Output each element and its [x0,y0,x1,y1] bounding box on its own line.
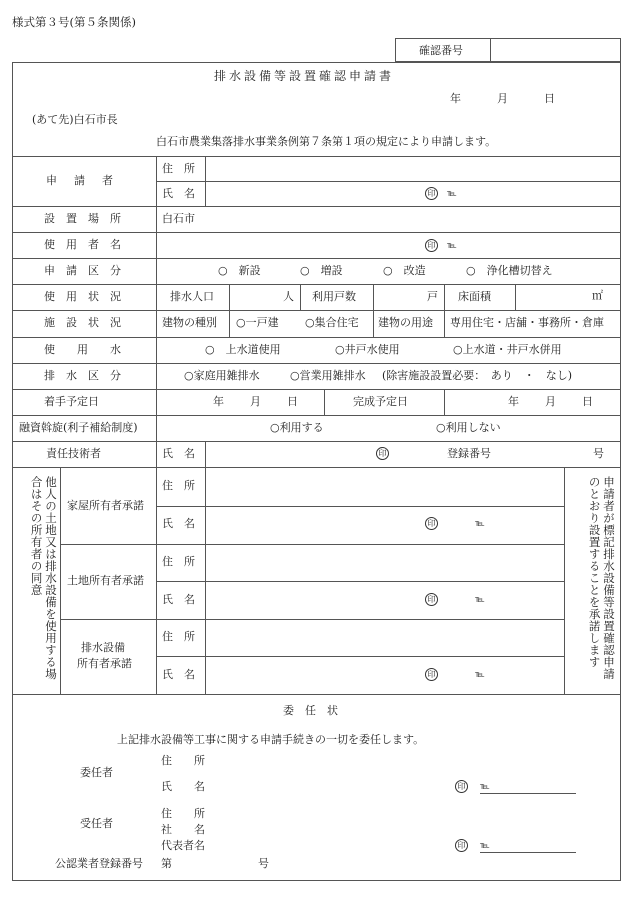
house-unit: 戸 [427,290,438,303]
abatement-facility: (除害施設設置必要： あり ・ なし) [382,369,573,382]
building-purpose-label: 建物の用途 [378,316,433,329]
consent-right-note: 申請者が標記排水設備等設置確認申請のとおり設置することを承諾します [587,476,616,680]
option-expand[interactable]: ○ 増設 [300,264,343,277]
tel-icon: ℡ [475,670,485,680]
house-owner-label: 家屋所有者承諾 [67,499,144,512]
end-month: 月 [545,395,556,408]
app-type-label: 申 請 区 分 [44,264,121,277]
confirm-number-field[interactable] [500,44,610,58]
applicant-name-label: 氏 名 [162,187,195,200]
option-new[interactable]: ○ 新設 [218,264,261,277]
drain-label: 排 水 区 分 [44,369,121,382]
form-title: 排水設備等設置確認申請書 [214,69,395,83]
facility-label: 施 設 状 況 [44,316,121,329]
drain-owner-address-label: 住 所 [162,630,195,643]
date-month: 月 [497,92,508,105]
option-no-finance[interactable]: ○利用しない [436,421,501,434]
option-household-drain[interactable]: ○家庭用雑排水 [184,369,260,382]
applicant-address-field[interactable] [210,159,615,177]
start-date-label: 着手予定日 [44,395,99,408]
house-owner-address-label: 住 所 [162,479,195,492]
install-place-value: 白石市 [162,212,195,225]
building-purpose-value: 専用住宅・店舗・事務所・倉庫 [450,316,604,329]
seal-icon: 印 [425,517,438,530]
seal-icon: 印 [376,447,389,460]
tel-icon: ℡ [447,241,457,251]
contractor-reg-suffix: 号 [258,857,269,870]
delegation-text: 上記排水設備等工事に関する申請手続きの一切を委任します。 [117,733,425,746]
option-both-water[interactable]: ○上水道・井戸水併用 [453,343,562,356]
finance-label: 融資斡旋(利子補給制度) [19,421,138,434]
seal-icon: 印 [425,668,438,681]
option-collective[interactable]: ○集合住宅 [305,316,359,329]
contractor-reg-prefix: 第 [161,857,172,870]
option-tap-water[interactable]: ○ 上水道使用 [205,343,281,356]
water-label: 使 用 水 [44,343,121,356]
tel-icon: ℡ [447,189,457,199]
start-year: 年 [213,395,224,408]
delegation-title: 委 任 状 [283,704,338,717]
drain-owner-name-label: 氏 名 [162,668,195,681]
date-day: 日 [544,92,555,105]
usage-label: 使 用 状 況 [44,290,121,303]
tel-icon: ℡ [475,519,485,529]
agent-address-label: 住 所 [161,807,205,820]
agent-label: 受任者 [80,817,113,830]
land-owner-label: 土地所有者承諾 [67,574,144,587]
date-year: 年 [450,92,461,105]
seal-icon: 印 [425,239,438,252]
end-date-label: 完成予定日 [353,395,408,408]
house-owner-name-label: 氏 名 [162,517,195,530]
option-business-drain[interactable]: ○営業用雑排水 [290,369,366,382]
tel-icon: ℡ [480,841,490,851]
seal-icon: 印 [425,187,438,200]
option-use-finance[interactable]: ○利用する [270,421,324,434]
addressee: (あて先)白石市長 [32,113,118,126]
confirm-number-label: 確認番号 [419,44,463,57]
applicant-label: 申 請 者 [46,174,116,187]
tel-icon: ℡ [475,595,485,605]
install-place-label: 設 置 場 所 [44,212,121,225]
form-number: 様式第３号(第５条関係) [12,15,136,29]
option-well-water[interactable]: ○井戸水使用 [335,343,400,356]
consent-note: 他人の土地又は排水設備を使用する場合はその所有者の同意 [29,476,58,680]
building-type-label: 建物の種別 [162,316,217,329]
population-label: 排水人口 [170,290,214,303]
principal-name-label: 氏 名 [161,780,205,793]
principal-label: 委任者 [80,766,113,779]
start-day: 日 [287,395,298,408]
seal-icon: 印 [425,593,438,606]
option-remodel[interactable]: ○ 改造 [383,264,426,277]
engineer-name-field[interactable] [210,445,370,463]
option-septic-switch[interactable]: ○ 浄化槽切替え [466,264,553,277]
seal-icon: 印 [455,780,468,793]
land-owner-address-label: 住 所 [162,555,195,568]
applicant-address-label: 住 所 [162,162,195,175]
seal-icon: 印 [455,839,468,852]
option-detached[interactable]: ○一戸建 [236,316,279,329]
area-unit: ㎡ [592,289,603,302]
person-unit: 人 [283,290,294,303]
reg-number-suffix: 号 [593,447,604,460]
land-owner-name-label: 氏 名 [162,593,195,606]
engineer-name-label: 氏 名 [162,447,195,460]
contractor-reg-label: 公認業者登録番号 [55,857,143,870]
applicant-name-field[interactable] [210,184,410,202]
drain-owner-label-1: 排水設備 [81,641,125,654]
households-label: 利用戸数 [312,290,356,303]
intro-text: 白石市農業集落排水事業条例第７条第１項の規定により申請します。 [156,135,497,148]
user-name-label: 使 用 者 名 [44,238,121,251]
agent-company-label: 社 名 [161,823,205,836]
reg-number-label: 登録番号 [447,447,491,460]
agent-rep-label: 代表者名 [161,839,205,852]
tel-icon: ℡ [480,782,490,792]
end-day: 日 [582,395,593,408]
engineer-label: 責任技術者 [46,447,101,460]
start-month: 月 [250,395,261,408]
principal-address-label: 住 所 [161,754,205,767]
user-name-field[interactable] [162,236,412,254]
end-year: 年 [508,395,519,408]
drain-owner-label-2: 所有者承諾 [77,657,132,670]
floor-area-label: 床面積 [458,290,491,303]
